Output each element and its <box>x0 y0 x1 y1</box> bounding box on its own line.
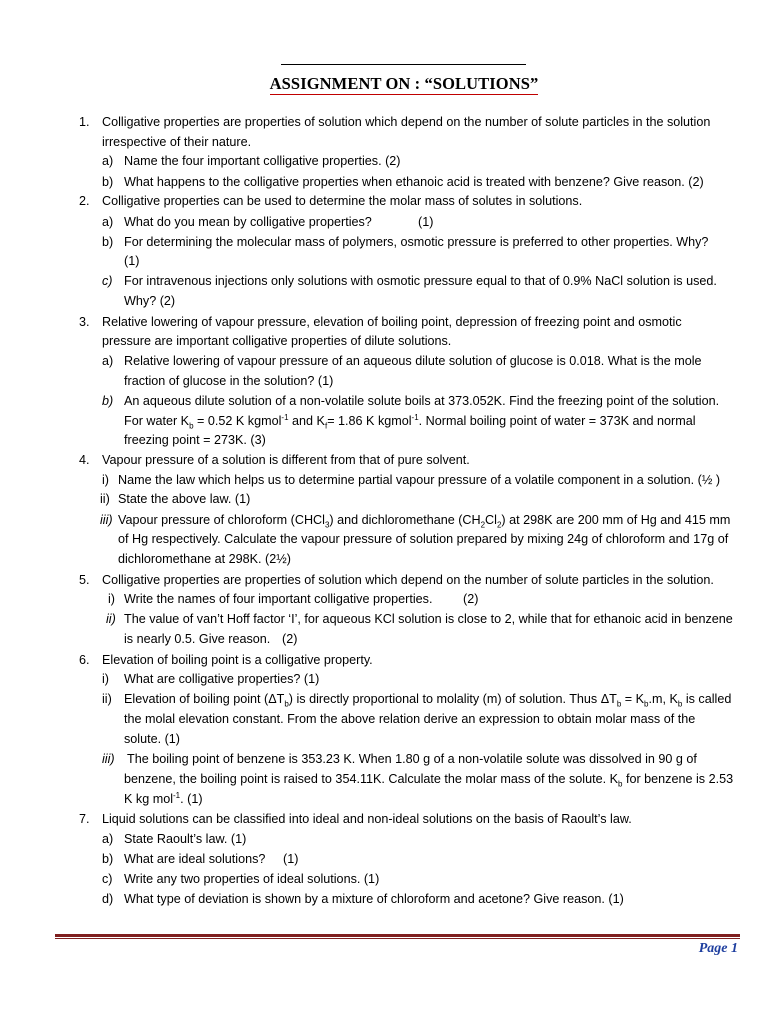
subpart-text: dichloromethane at 298K. (2½) <box>118 552 291 566</box>
subpart-text: of Hg respectively. Calculate the vapour pressure of solution prepared by mixing 24g of chloroform and 17g of <box>118 532 729 546</box>
subpart-marks: (2) <box>282 632 298 646</box>
subpart-text: The value of van’t Hoff factor ‘I’, for aqueous KCl solution is close to 2, while that for ethanoic acid in benzene <box>124 612 733 626</box>
question-text: Colligative properties are properties of solution which depend on the number of solute particles in the solution <box>102 115 711 129</box>
question-text: Vapour pressure of a solution is different from that of pure solvent. <box>102 453 470 467</box>
footer-rule-thin <box>55 938 740 939</box>
subpart-marker: ii) <box>100 492 110 506</box>
subpart-marks: (1) <box>283 852 299 866</box>
subpart-text: fraction of glucose in the solution? (1) <box>124 374 334 388</box>
subpart-text: Vapour pressure of chloroform (CHCl$_3$) and dichloromethane $(CH_2Cl_2)$ at 298K are 200 mm of Hg and 415 mm <box>118 513 731 530</box>
subpart-text: the molal elevation constant. From the above relation derive an expression to obtain molar mass of the <box>124 712 696 726</box>
subpart-text: (1) <box>124 254 140 268</box>
subpart-text: solute. (1) <box>124 732 180 746</box>
question-number: 1. <box>79 115 90 129</box>
question-number: 7. <box>79 812 90 826</box>
footer-rule <box>55 934 740 937</box>
subpart-text: For water $K_b = 0.52$ K kgmol$^{-1}$ and $K_f= 1.86$ K kgmol$^{-1}$. Normal boiling point of water = 373K and normal <box>124 412 696 431</box>
subpart-text: For intravenous injections only solutions with osmotic pressure equal to that of 0.9% NaCl solution is used. <box>124 274 717 288</box>
subpart-text: State Raoult’s law. (1) <box>124 832 247 846</box>
subpart-marker: b) <box>102 175 114 189</box>
subpart-text: An aqueous dilute solution of a non-volatile solute boils at 373.052K. Find the freezing point of the solution. <box>124 394 720 408</box>
question-number: 4. <box>79 453 90 467</box>
subpart-text: State the above law. (1) <box>118 492 251 506</box>
subpart-text: Name the four important colligative properties. (2) <box>124 154 401 168</box>
subpart-text: freezing point = 273K. (3) <box>124 433 266 447</box>
question-text: Colligative properties are properties of solution which depend on the number of solute particles in the solution. <box>102 573 714 587</box>
question-number: 5. <box>79 573 90 587</box>
subpart-text: K kg mol$^{-1}$. (1) <box>124 790 203 806</box>
subpart-text: is nearly 0.5. Give reason. <box>124 632 271 646</box>
question-number: 3. <box>79 315 90 329</box>
subpart-marker: a) <box>102 154 114 168</box>
subpart-text: benzene, the boiling point is raised to 354.11K. Calculate the molar mass of the solute. $K_b$ for benzene is 2.53 <box>124 772 734 789</box>
subpart-marks: (1) <box>418 215 434 229</box>
subpart-text: What are ideal solutions? <box>124 852 266 866</box>
subpart-text: Why? (2) <box>124 294 176 308</box>
subpart-marker: a) <box>102 832 114 846</box>
page-title: ASSIGNMENT ON : “SOLUTIONS” <box>269 74 539 93</box>
subpart-text: Name the law which helps us to determine partial vapour pressure of a volatile component in a solution. (½ ) <box>118 473 721 487</box>
subpart-marker: a) <box>102 215 114 229</box>
question-text: pressure are important colligative properties of dilute solutions. <box>102 334 452 348</box>
subpart-marker: b) <box>102 394 114 408</box>
subpart-text: Write the names of four important colligative properties. <box>124 592 433 606</box>
header-rule <box>281 64 526 65</box>
subpart-marker: d) <box>102 892 114 906</box>
subpart-marker: ii) <box>106 612 116 626</box>
subpart-text: What happens to the colligative properties when ethanoic acid is treated with benzene? Give reason. (2) <box>124 175 704 189</box>
subpart-text: Write any two properties of ideal solutions. (1) <box>124 872 380 886</box>
subpart-text: For determining the molecular mass of polymers, osmotic pressure is preferred to other properties. Why? <box>124 235 709 249</box>
subpart-marker: iii) <box>100 513 113 527</box>
question-text: Liquid solutions can be classified into ideal and non-ideal solutions on the basis of Raoult’s law. <box>102 812 632 826</box>
subpart-marker: c) <box>102 872 113 886</box>
subpart-marker: b) <box>102 852 114 866</box>
subpart-text: Elevation of boiling point $(\Delta T_b)$ is directly proportional to molality (m) of solution. Thus $\Delta T_b = K_b.m$, $K_b$ is called <box>124 692 732 709</box>
question-text: Relative lowering of vapour pressure, elevation of boiling point, depression of freezing point and osmotic <box>102 315 682 329</box>
subpart-marker: i) <box>102 672 109 686</box>
question-number: 2. <box>79 194 90 208</box>
subpart-marker: a) <box>102 354 114 368</box>
question-number: 6. <box>79 653 90 667</box>
page-number: Page 1 <box>698 941 738 956</box>
subpart-text: What type of deviation is shown by a mixture of chloroform and acetone? Give reason. (1) <box>124 892 624 906</box>
subpart-text: Relative lowering of vapour pressure of an aqueous dilute solution of glucose is 0.018. What is the mole <box>124 354 702 368</box>
question-text: irrespective of their nature. <box>102 135 252 149</box>
subpart-text: What are colligative properties? (1) <box>124 672 320 686</box>
subpart-marker: ii) <box>102 692 112 706</box>
subpart-marker: i) <box>108 592 115 606</box>
subpart-marker: i) <box>102 473 109 487</box>
subpart-text: What do you mean by colligative properties? <box>124 215 372 229</box>
subpart-marks: (2) <box>463 592 479 606</box>
question-text: Colligative properties can be used to determine the molar mass of solutes in solutions. <box>102 194 583 208</box>
subpart-text: The boiling point of benzene is 353.23 K. When 1.80 g of a non-volatile solute was dissolved in 90 g of <box>127 752 697 766</box>
subpart-marker: iii) <box>102 752 115 766</box>
subpart-marker: c) <box>102 274 113 288</box>
question-text: Elevation of boiling point is a colligative property. <box>102 653 373 667</box>
subpart-marker: b) <box>102 235 114 249</box>
